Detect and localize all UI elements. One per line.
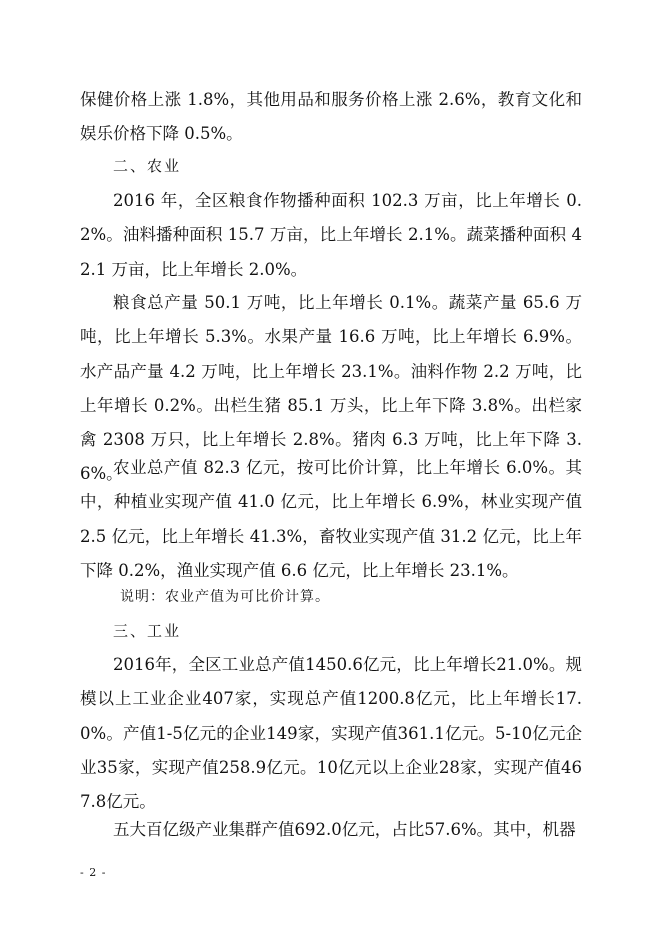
note-comparable-price: 说明：农业产值为可比价计算。 xyxy=(120,589,330,605)
paragraph-price-continuation: 保健价格上涨 1.8%，其他用品和服务价格上涨 2.6%，教育文化和娱乐价格下降 0.5%。 xyxy=(80,90,582,144)
section-heading-industry: 三、工业 xyxy=(113,622,182,640)
paragraph-agricultural-output: 粮食总产量 50.1 万吨，比上年增长 0.1%。蔬菜产量 65.6 万吨，比上年增长 5.3%。水果产量 16.6 万吨，比上年增长 6.9%。水产品产量 4.2 万吨，比上年增长 23.1%。油料作物 2.2 万吨，比上年增长 0.2%。出栏生猪 85.1 万头，比上年下降 3.8%。出栏家禽 2308 万只，比上年增长 2.8%。猪肉 6.3 万吨，比上年下降 3.6%。 xyxy=(80,293,582,484)
paragraph-industry-clusters: 五大百亿级产业集群产值692.0亿元，占比57.6%。其中，机器 xyxy=(113,820,576,839)
paragraph-agricultural-value: 农业总产值 82.3 亿元，按可比价计算，比上年增长 6.0%。其中，种植业实现产值 41.0 亿元，比上年增长 6.9%，林业实现产值 2.5 亿元，比上年增长 41.3%，畜牧业实现产值 31.2 亿元，比上年下降 0.2%，渔业实现产值 6.6 亿元，比上年增长 23.1%。 xyxy=(80,458,582,580)
section-heading-agriculture: 二、农业 xyxy=(113,157,182,175)
paragraph-sown-area: 2016 年，全区粮食作物播种面积 102.3 万亩，比上年增长 0.2%。油料播种面积 15.7 万亩，比上年增长 2.1%。蔬菜播种面积 42.1 万亩，比上年增长 2.0%。 xyxy=(80,191,582,279)
paragraph-industrial-output: 2016年，全区工业总产值1450.6亿元，比上年增长21.0%。规模以上工业企业407家，实现总产值1200.8亿元，比上年增长17.0%。产值1-5亿元的企业149家，实现产值361.1亿元。5-10亿元企业35家，实现产值258.9亿元。10亿元以上企业28家，实现产值467.8亿元。 xyxy=(80,655,582,812)
page-number: - 2 - xyxy=(80,866,107,879)
